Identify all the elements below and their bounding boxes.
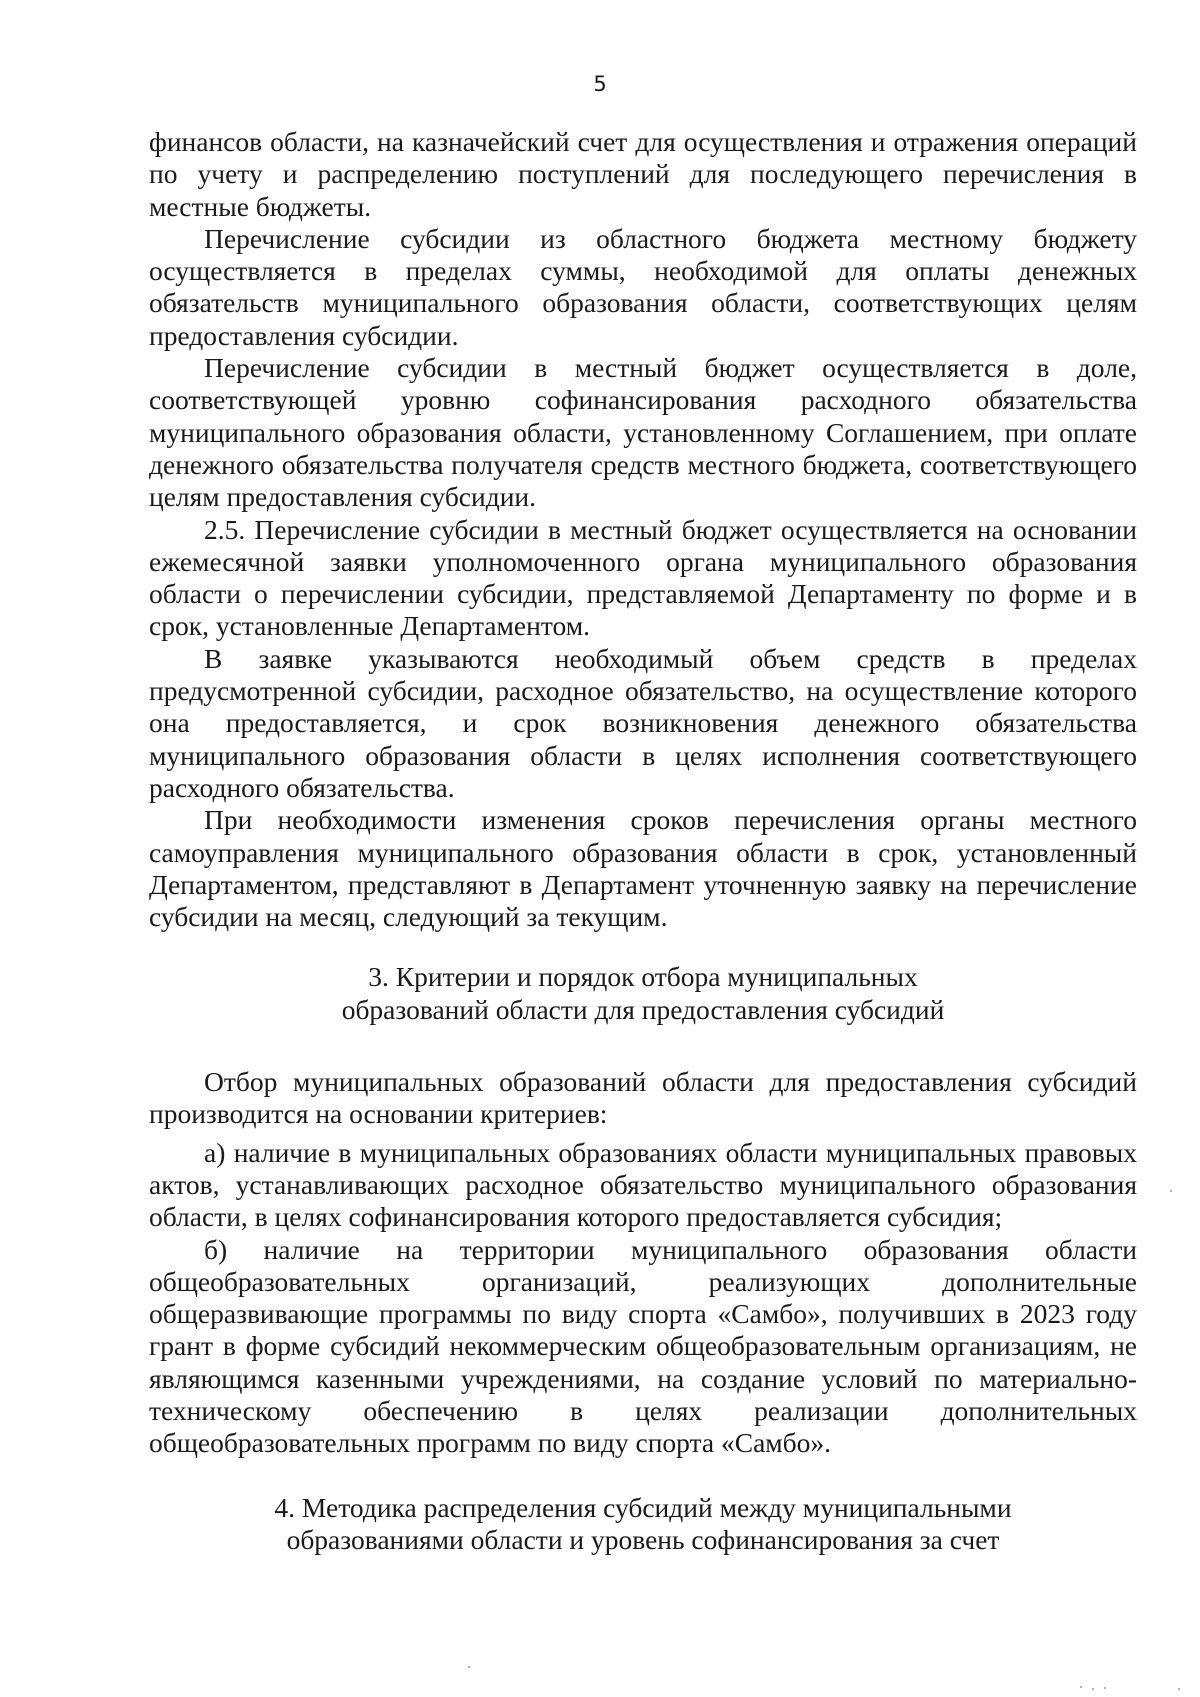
criterion-a: а) наличие в муниципальных образованиях области муниципальных правовых актов, устанавливающих расходное обязательство муниципального образования области, в целях софинансирования которого предоставляется субсидия; [149,1136,1137,1233]
scan-speck [1170,1190,1172,1192]
section-4-heading-line-1: 4. Методика распределения субсидий между муниципальными [274,1491,1012,1523]
section-3-intro: Отбор муниципальных образований области для предоставления субсидий производится на основании критериев: [149,1066,1137,1130]
scan-speck [1080,1686,1082,1688]
paragraph-term-changes: При необходимости изменения сроков перечисления органы местного самоуправления муниципального образования области в срок, установленный Департаментом, представляют в Департамент уточненную заявку на перечисление субсидии на месяц, следующий за текущим. [149,804,1137,933]
paragraph-continuation: финансов области, на казначейский счет для осуществления и отражения операций по учету и распределению поступлений для последующего перечисления в местные бюджеты. [149,126,1137,222]
paragraph-clause-2-5: 2.5. Перечисление субсидии в местный бюджет осуществляется на основании ежемесячной заявки уполномоченного органа муниципального образования области о перечислении субсидии, представляемой Департаменту по форме и в срок, установленные Департаментом. [149,513,1137,642]
paragraph-subsidy-transfer-limits: Перечисление субсидии из областного бюджета местному бюджету осуществляется в пределах суммы, необходимой для оплаты денежных обязательств муниципального образования области, соответствующих целям предоставления субсидии. [149,222,1137,351]
section-3-heading-line-2: образований области для предоставления субсидий [341,993,945,1025]
paragraph-subsidy-transfer-share: Перечисление субсидии в местный бюджет осуществляется в доле, соответствующей уровню софинансирования расходного обязательства муниципального образования области, установленному Соглашением, при оплате денежного обязательства получателя средств местного бюджета, соответствующего целям предоставления субсидии. [149,352,1137,513]
scan-speck [1104,1687,1106,1689]
section-4-heading-line-2: образованиями области и уровень софинансирования за счет [286,1523,1000,1555]
paragraph-application-contents: В заявке указываются необходимый объем средств в пределах предусмотренной субсидии, расходное обязательство, на осуществление которого она предоставляется, и срок возникновения денежного обязательства муниципального образования области в целях исполнения соответствующего расходного обязательства. [149,642,1137,803]
scan-speck [468,1666,470,1668]
scan-speck [1092,1688,1094,1690]
document-body [149,126,1137,1556]
scan-speck [1178,1688,1180,1690]
criterion-b: б) наличие на территории муниципального образования области общеобразовательных организаций, реализующих дополнительные общеразвивающие программы по виду спорта «Самбо», получивших в 2023 году грант в форме субсидий некоммерческим общеобразовательным организациям, не являющимся казенными учреждениями, на создание условий по материально-техническому обеспечению в целях реализации дополнительных общеобразовательных программ по виду спорта «Самбо». [149,1233,1137,1459]
page-number: 5 [593,72,607,96]
section-3-heading-line-1: 3. Критерии и порядок отбора муниципальных [368,961,918,993]
